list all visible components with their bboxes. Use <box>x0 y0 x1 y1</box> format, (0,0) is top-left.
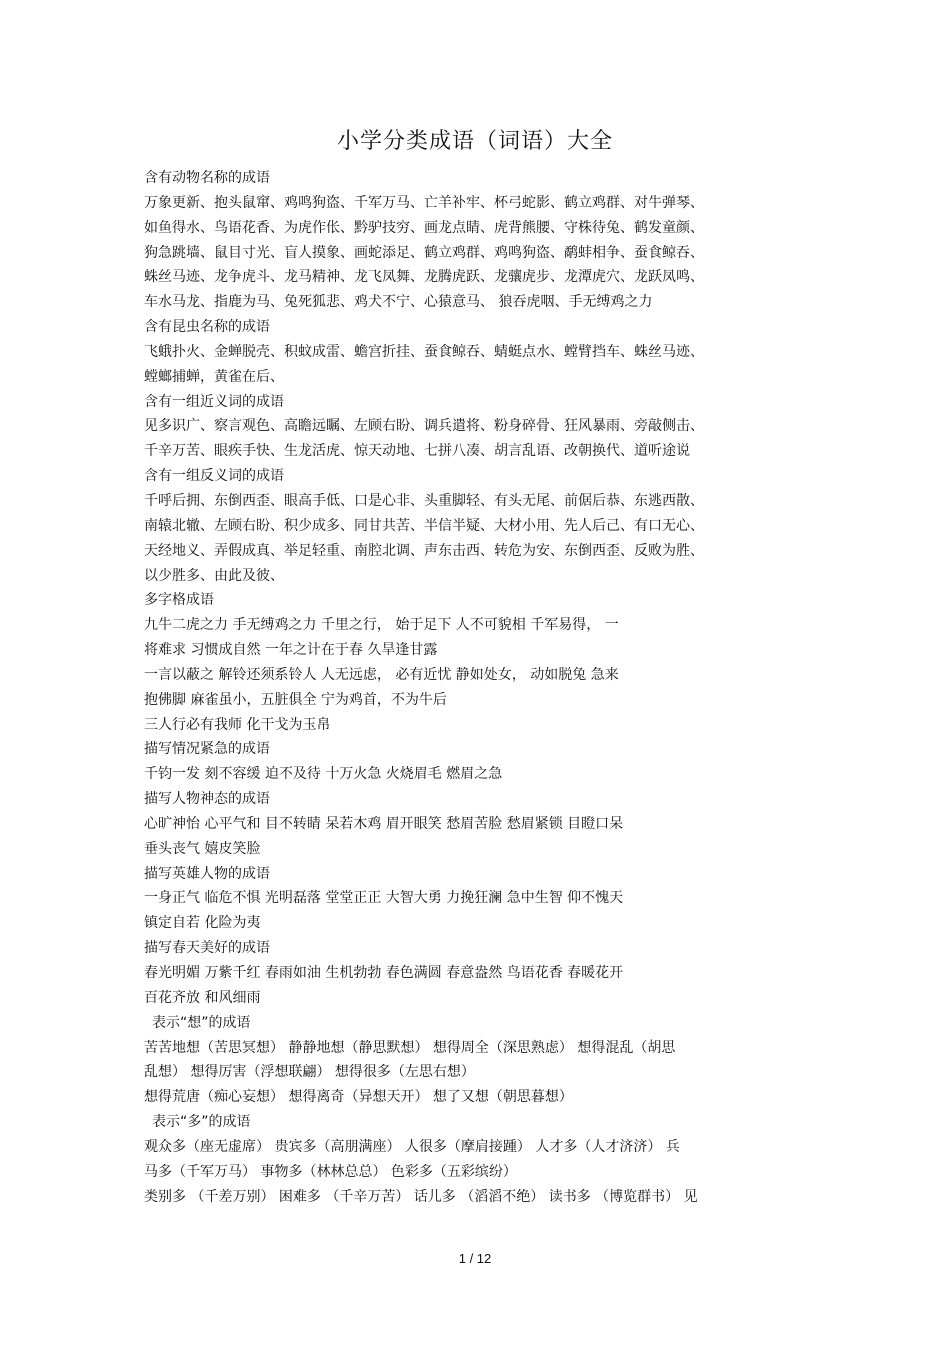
text-line: 千钧一发 刻不容缓 迫不及待 十万火急 火烧眉毛 燃眉之急 <box>144 766 503 783</box>
text-line: 镇定自若 化险为夷 <box>144 915 261 932</box>
text-line: 蛛丝马迹、龙争虎斗、龙马精神、龙飞凤舞、龙腾虎跃、龙骧虎步、龙潭虎穴、龙跃凤鸣、 <box>144 269 704 286</box>
text-line: 千呼后拥、东倒西歪、眼高手低、口是心非、头重脚轻、有头无尾、前倨后恭、东逃西散、 <box>144 492 704 509</box>
section-heading: 多字格成语 <box>144 592 214 609</box>
page-title: 小学分类成语（词语）大全 <box>336 129 613 154</box>
text-line: 九牛二虎之力 手无缚鸡之力 千里之行， 始于足下 人不可貌相 千军易得， 一 <box>144 617 619 634</box>
text-line: 千辛万苦、眼疾手快、生龙活虎、惊天动地、七拼八凑、胡言乱语、改朝换代、道听途说 <box>144 443 690 460</box>
text-line: 南辕北辙、左顾右盼、积少成多、同甘共苦、半信半疑、大材小用、先人后己、有口无心、 <box>144 517 704 534</box>
text-line: 万象更新、抱头鼠窜、鸡鸣狗盗、千军万马、亡羊补牢、杯弓蛇影、鹤立鸡群、对牛弹琴、 <box>144 194 704 211</box>
text-line: 天经地义、弄假成真、举足轻重、南腔北调、声东击西、转危为安、东倒西歪、反败为胜、 <box>144 542 704 559</box>
section-heading: 描写人物神态的成语 <box>144 791 270 808</box>
text-line: 狗急跳墙、鼠目寸光、盲人摸象、画蛇添足、鹤立鸡群、鸡鸣狗盗、鹬蚌相争、蚕食鲸吞、 <box>144 244 704 261</box>
text-line: 类别多 （千差万别） 困难多 （千辛万苦） 话儿多 （滔滔不绝） 读书多 （博览群书） 见 <box>144 1188 698 1205</box>
text-line: 将难求 习惯成自然 一年之计在于春 久旱逢甘露 <box>144 642 438 659</box>
text-line: 见多识广、察言观色、高瞻远瞩、左顾右盼、调兵遣将、粉身碎骨、狂风暴雨、旁敲侧击、 <box>144 418 704 435</box>
text-line: 马多（千军万马） 事物多（林林总总） 色彩多（五彩缤纷） <box>144 1163 517 1180</box>
text-line: 春光明媚 万紫千红 春雨如油 生机勃勃 春色满圆 春意盎然 鸟语花香 春暖花开 <box>144 965 624 981</box>
section-heading: 描写春天美好的成语 <box>144 940 270 957</box>
text-line: 抱佛脚 麻雀虽小，五脏俱全 宁为鸡首，不为牛后 <box>144 691 447 708</box>
document-body <box>144 166 810 1209</box>
page-number: 1 / 12 <box>458 1251 492 1266</box>
section-heading: 表示“想”的成语 <box>152 1014 251 1031</box>
section-heading: 描写情况紧急的成语 <box>144 741 270 758</box>
text-line: 一言以蔽之 解铃还须系铃人 人无远虑， 必有近忧 静如处女， 动如脱兔 急来 <box>144 666 619 683</box>
text-line: 飞蛾扑火、金蝉脱壳、积蚊成雷、蟾宫折挂、蚕食鲸吞、蜻蜓点水、螳臂挡车、蛛丝马迹、 <box>144 343 704 360</box>
text-line: 苦苦地想（苦思冥想） 静静地想（静思默想） 想得周全（深思熟虑） 想得混乱（胡思 <box>144 1039 676 1056</box>
text-line: 一身正气 临危不惧 光明磊落 堂堂正正 大智大勇 力挽狂澜 急中生智 仰不愧天 <box>144 890 624 907</box>
text-line: 三人行必有我师 化干戈为玉帛 <box>144 716 331 733</box>
section-heading: 含有一组反义词的成语 <box>144 468 284 485</box>
text-line: 百花齐放 和风细雨 <box>144 989 261 1006</box>
text-line: 心旷神怡 心平气和 目不转睛 呆若木鸡 眉开眼笑 愁眉苦脸 愁眉紧锁 目瞪口呆 <box>144 815 624 832</box>
text-line: 车水马龙、指鹿为马、兔死狐悲、鸡犬不宁、心猿意马、 狼吞虎咽、手无缚鸡之力 <box>144 294 653 311</box>
section-heading: 表示“多”的成语 <box>152 1114 251 1131</box>
text-line: 想得荒唐（痴心妄想） 想得离奇（异想天开） 想了又想（朝思暮想） <box>144 1089 573 1106</box>
text-line: 观众多（座无虚席） 贵宾多（高朋满座） 人很多（摩肩接踵） 人才多（人才济济） 兵 <box>144 1138 680 1155</box>
section-heading: 描写英雄人物的成语 <box>144 865 270 882</box>
text-line: 如鱼得水、鸟语花香、为虎作伥、黔驴技穷、画龙点睛、虎背熊腰、守株待兔、鹤发童颜、 <box>144 219 704 236</box>
text-line: 以少胜多、由此及彼、 <box>144 567 284 584</box>
text-line: 垂头丧气 嬉皮笑脸 <box>144 840 261 857</box>
section-heading: 含有一组近义词的成语 <box>144 393 284 410</box>
section-heading: 含有昆虫名称的成语 <box>144 319 270 336</box>
text-line: 乱想） 想得厉害（浮想联翩） 想得很多（左思右想） <box>144 1064 475 1081</box>
text-line: 螳螂捕蝉，黄雀在后、 <box>144 368 284 385</box>
section-heading: 含有动物名称的成语 <box>144 170 270 186</box>
